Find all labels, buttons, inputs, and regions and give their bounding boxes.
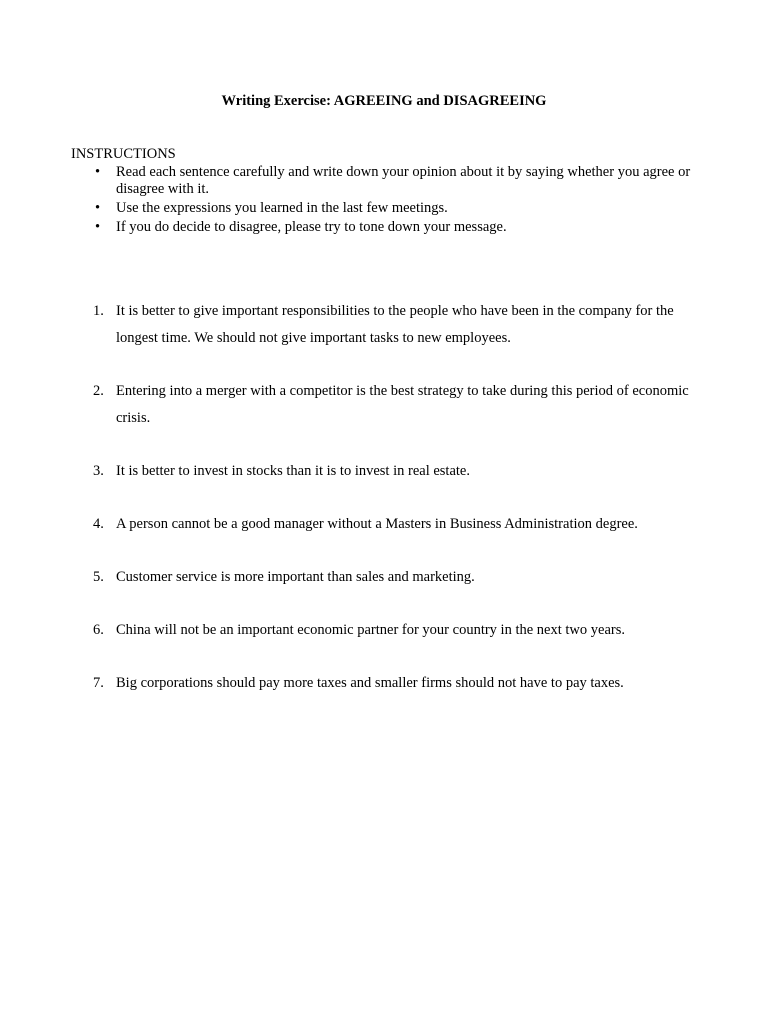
statement-text: A person cannot be a good manager without a Masters in Business Administration degree. bbox=[116, 516, 638, 532]
statement-text: Big corporations should pay more taxes and smaller firms should not have to pay taxes. bbox=[116, 675, 624, 691]
statement-text: Entering into a merger with a competitor is the best strategy to take during this period of economic crisis. bbox=[116, 383, 689, 426]
statement-item bbox=[71, 458, 711, 485]
statement-number: 2. bbox=[93, 383, 104, 399]
statement-item bbox=[71, 511, 711, 538]
statement-item bbox=[71, 378, 711, 432]
statement-item bbox=[71, 298, 711, 352]
instruction-item bbox=[71, 219, 711, 236]
instruction-item bbox=[71, 200, 711, 217]
statement-list bbox=[71, 298, 711, 723]
statement-number: 1. bbox=[93, 303, 104, 319]
instruction-item bbox=[71, 164, 711, 198]
statement-number: 5. bbox=[93, 569, 104, 585]
statement-number: 4. bbox=[93, 516, 104, 532]
statement-item bbox=[71, 617, 711, 644]
statement-text: China will not be an important economic partner for your country in the next two years. bbox=[116, 622, 625, 638]
statement-item bbox=[71, 670, 711, 697]
statement-number: 6. bbox=[93, 622, 104, 638]
statement-text: Customer service is more important than sales and marketing. bbox=[116, 569, 475, 585]
statement-item bbox=[71, 564, 711, 591]
statement-text: It is better to give important responsibilities to the people who have been in the company for the longest time. We should not give important tasks to new employees. bbox=[116, 303, 674, 346]
bullet-icon: • bbox=[95, 219, 101, 235]
statement-number: 7. bbox=[93, 675, 104, 691]
instruction-text: Use the expressions you learned in the last few meetings. bbox=[116, 200, 448, 216]
bullet-icon: • bbox=[95, 164, 101, 180]
bullet-icon: • bbox=[95, 200, 101, 216]
instruction-text: Read each sentence carefully and write down your opinion about it by saying whether you agree or disagree with it. bbox=[116, 164, 691, 197]
statement-text: It is better to invest in stocks than it is to invest in real estate. bbox=[116, 463, 470, 479]
page-title: Writing Exercise: AGREEING and DISAGREEING bbox=[221, 93, 547, 109]
instructions-heading: INSTRUCTIONS bbox=[71, 146, 176, 162]
statement-number: 3. bbox=[93, 463, 104, 479]
instruction-text: If you do decide to disagree, please try to tone down your message. bbox=[116, 219, 507, 235]
instructions-list bbox=[71, 164, 711, 238]
